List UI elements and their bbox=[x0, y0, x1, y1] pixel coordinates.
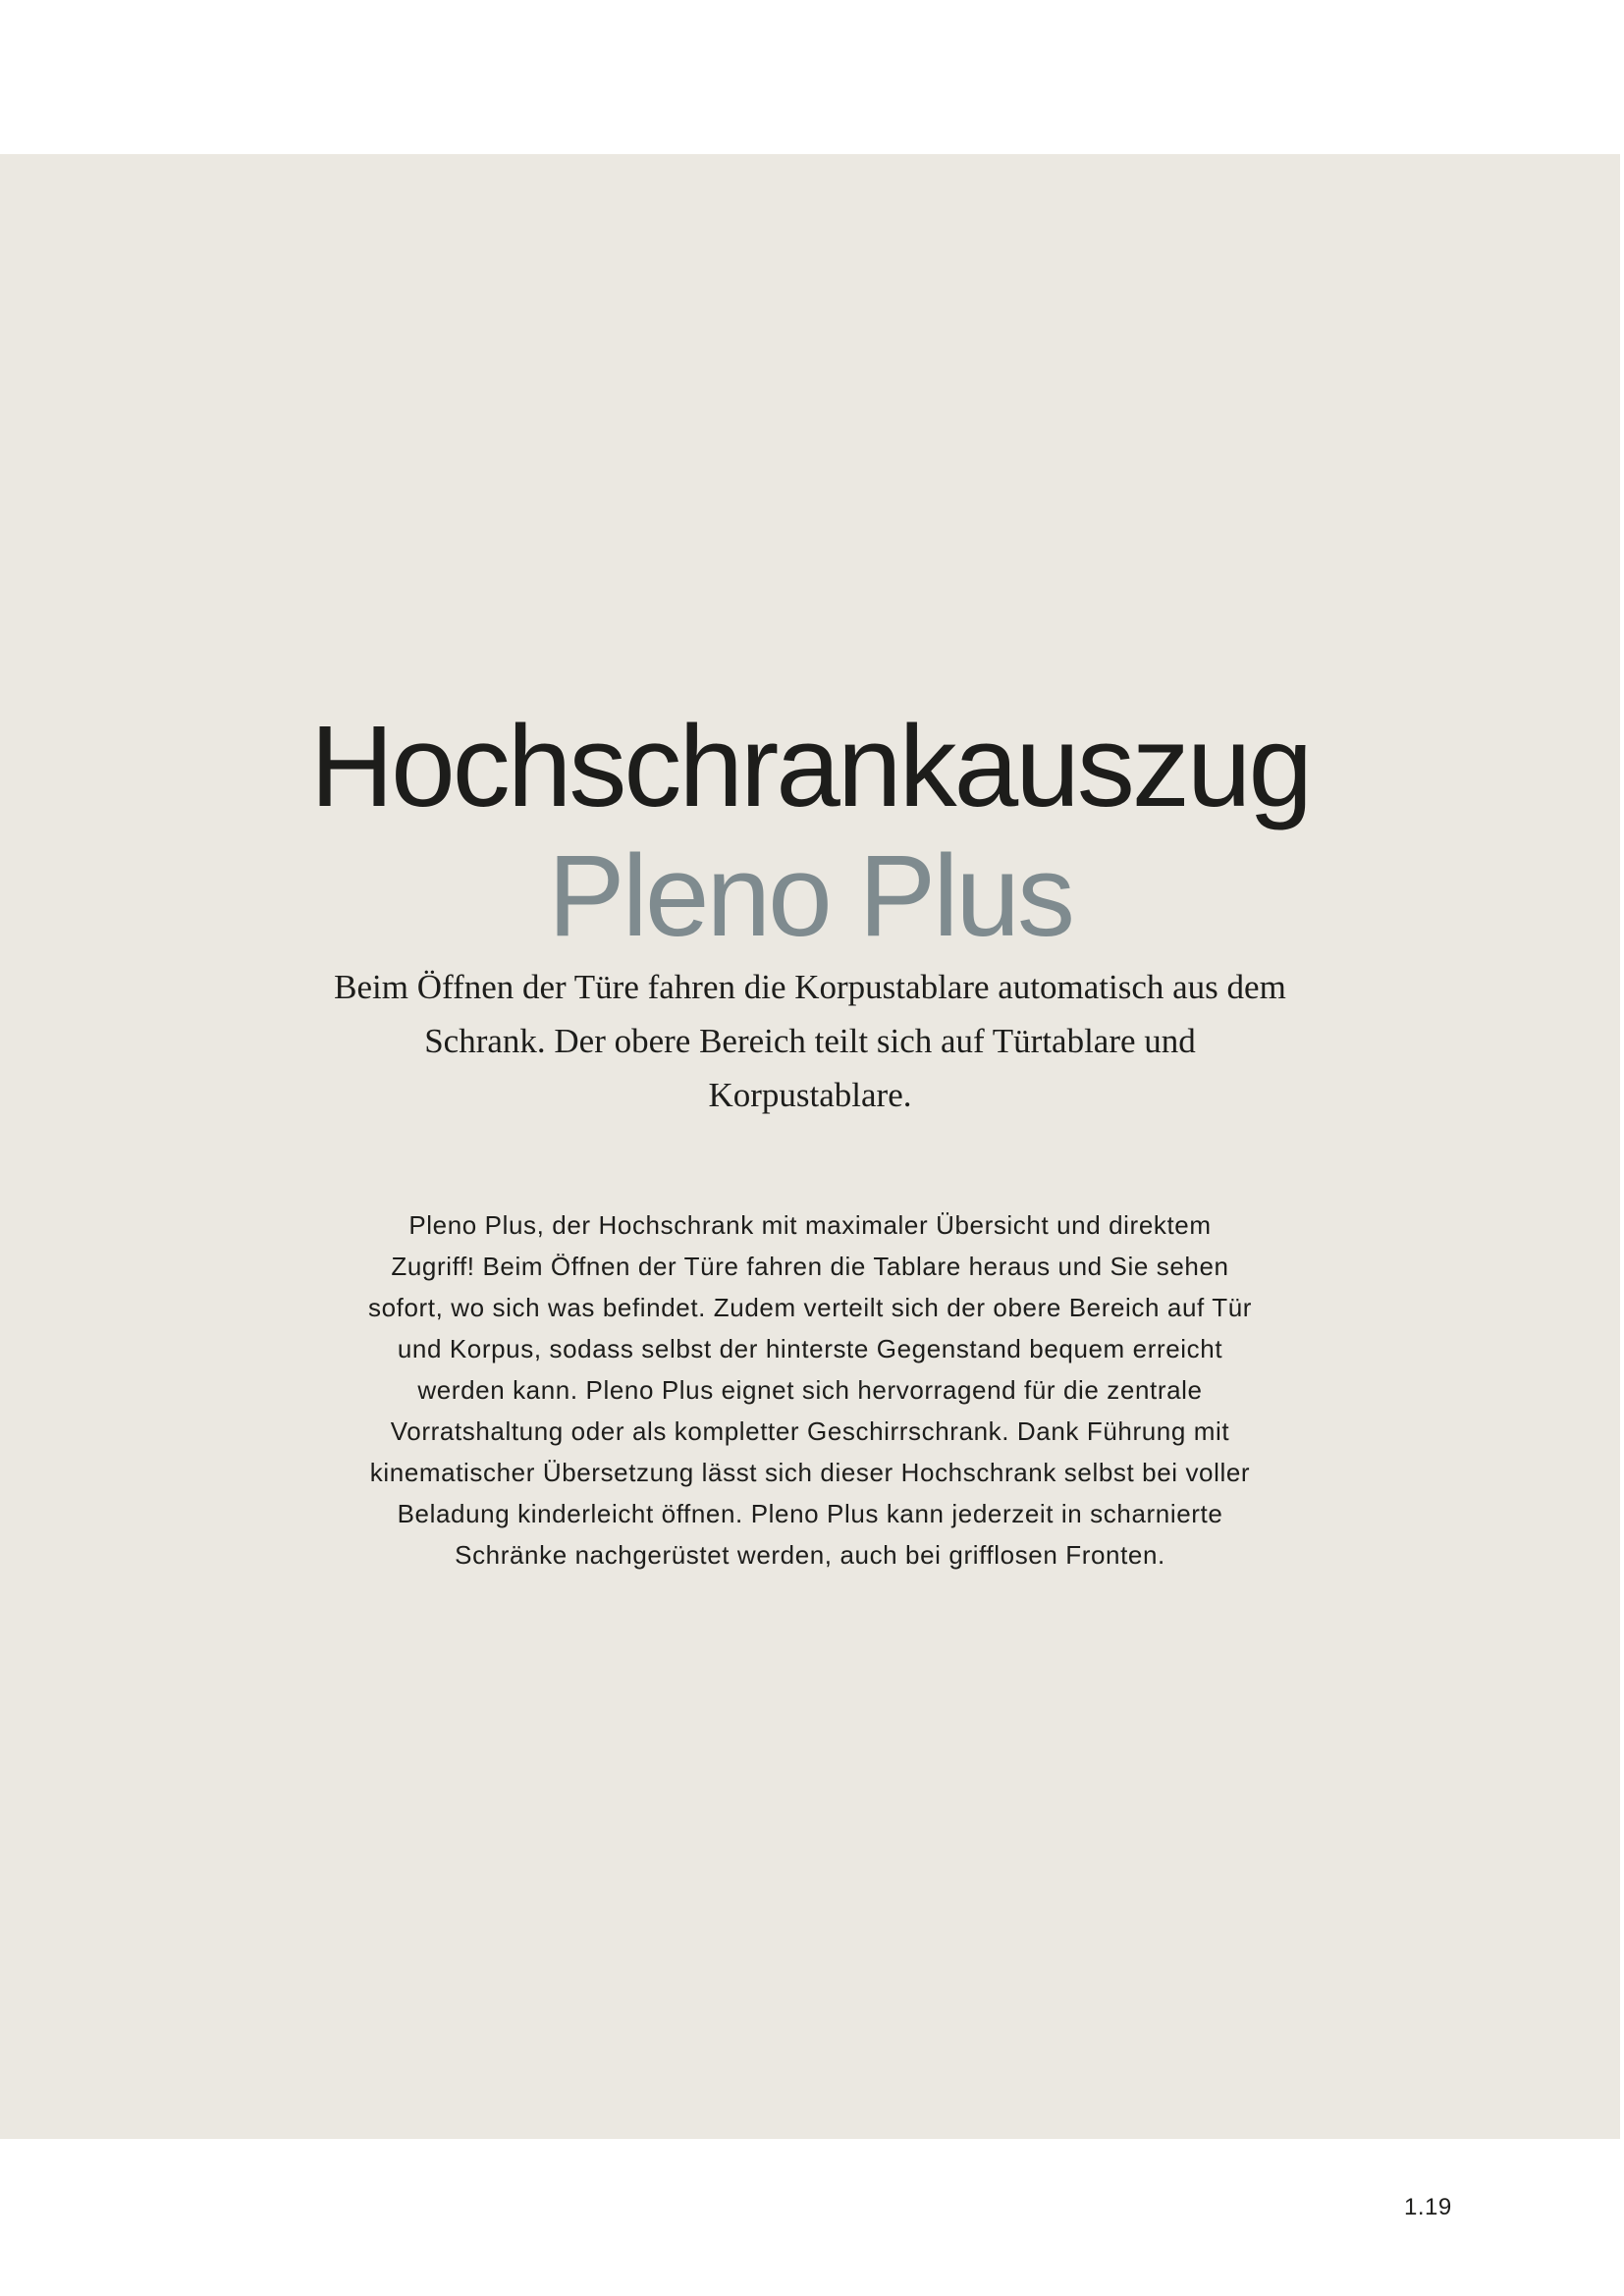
lead-paragraph: Beim Öffnen der Türe fahren die Korpustablare automatisch aus dem Schrank. Der obere Bereich teilt sich auf Türtablare und Korpustablare. bbox=[334, 968, 1286, 1114]
page-number: 1.19 bbox=[1404, 2194, 1452, 2220]
page-subtitle: Pleno Plus bbox=[547, 831, 1073, 961]
page-title: Hochschrankauszug bbox=[309, 702, 1311, 831]
heading-block bbox=[0, 704, 1620, 959]
content-panel bbox=[0, 154, 1620, 2139]
body-paragraph: Pleno Plus, der Hochschrank mit maximaler Übersicht und direktem Zugriff! Beim Öffnen der Türe fahren die Tablare heraus und Sie sehen sofort, wo sich was befindet. Zudem verteilt sich der obere Bereich auf Tür und Korpus, sodass selbst der hinterste Gegenstand bequem erreicht werden kann. Pleno Plus eignet sich hervorragend für die zentrale Vorratshaltung oder als kompletter Geschirrschrank. Dank Führung mit kinematischer Übersetzung lässt sich dieser Hochschrank selbst bei voller Beladung kinderleicht öffnen. Pleno Plus kann jederzeit in scharnierte Schränke nachgerüstet werden, auch bei grifflosen Fronten. bbox=[367, 1210, 1253, 1570]
